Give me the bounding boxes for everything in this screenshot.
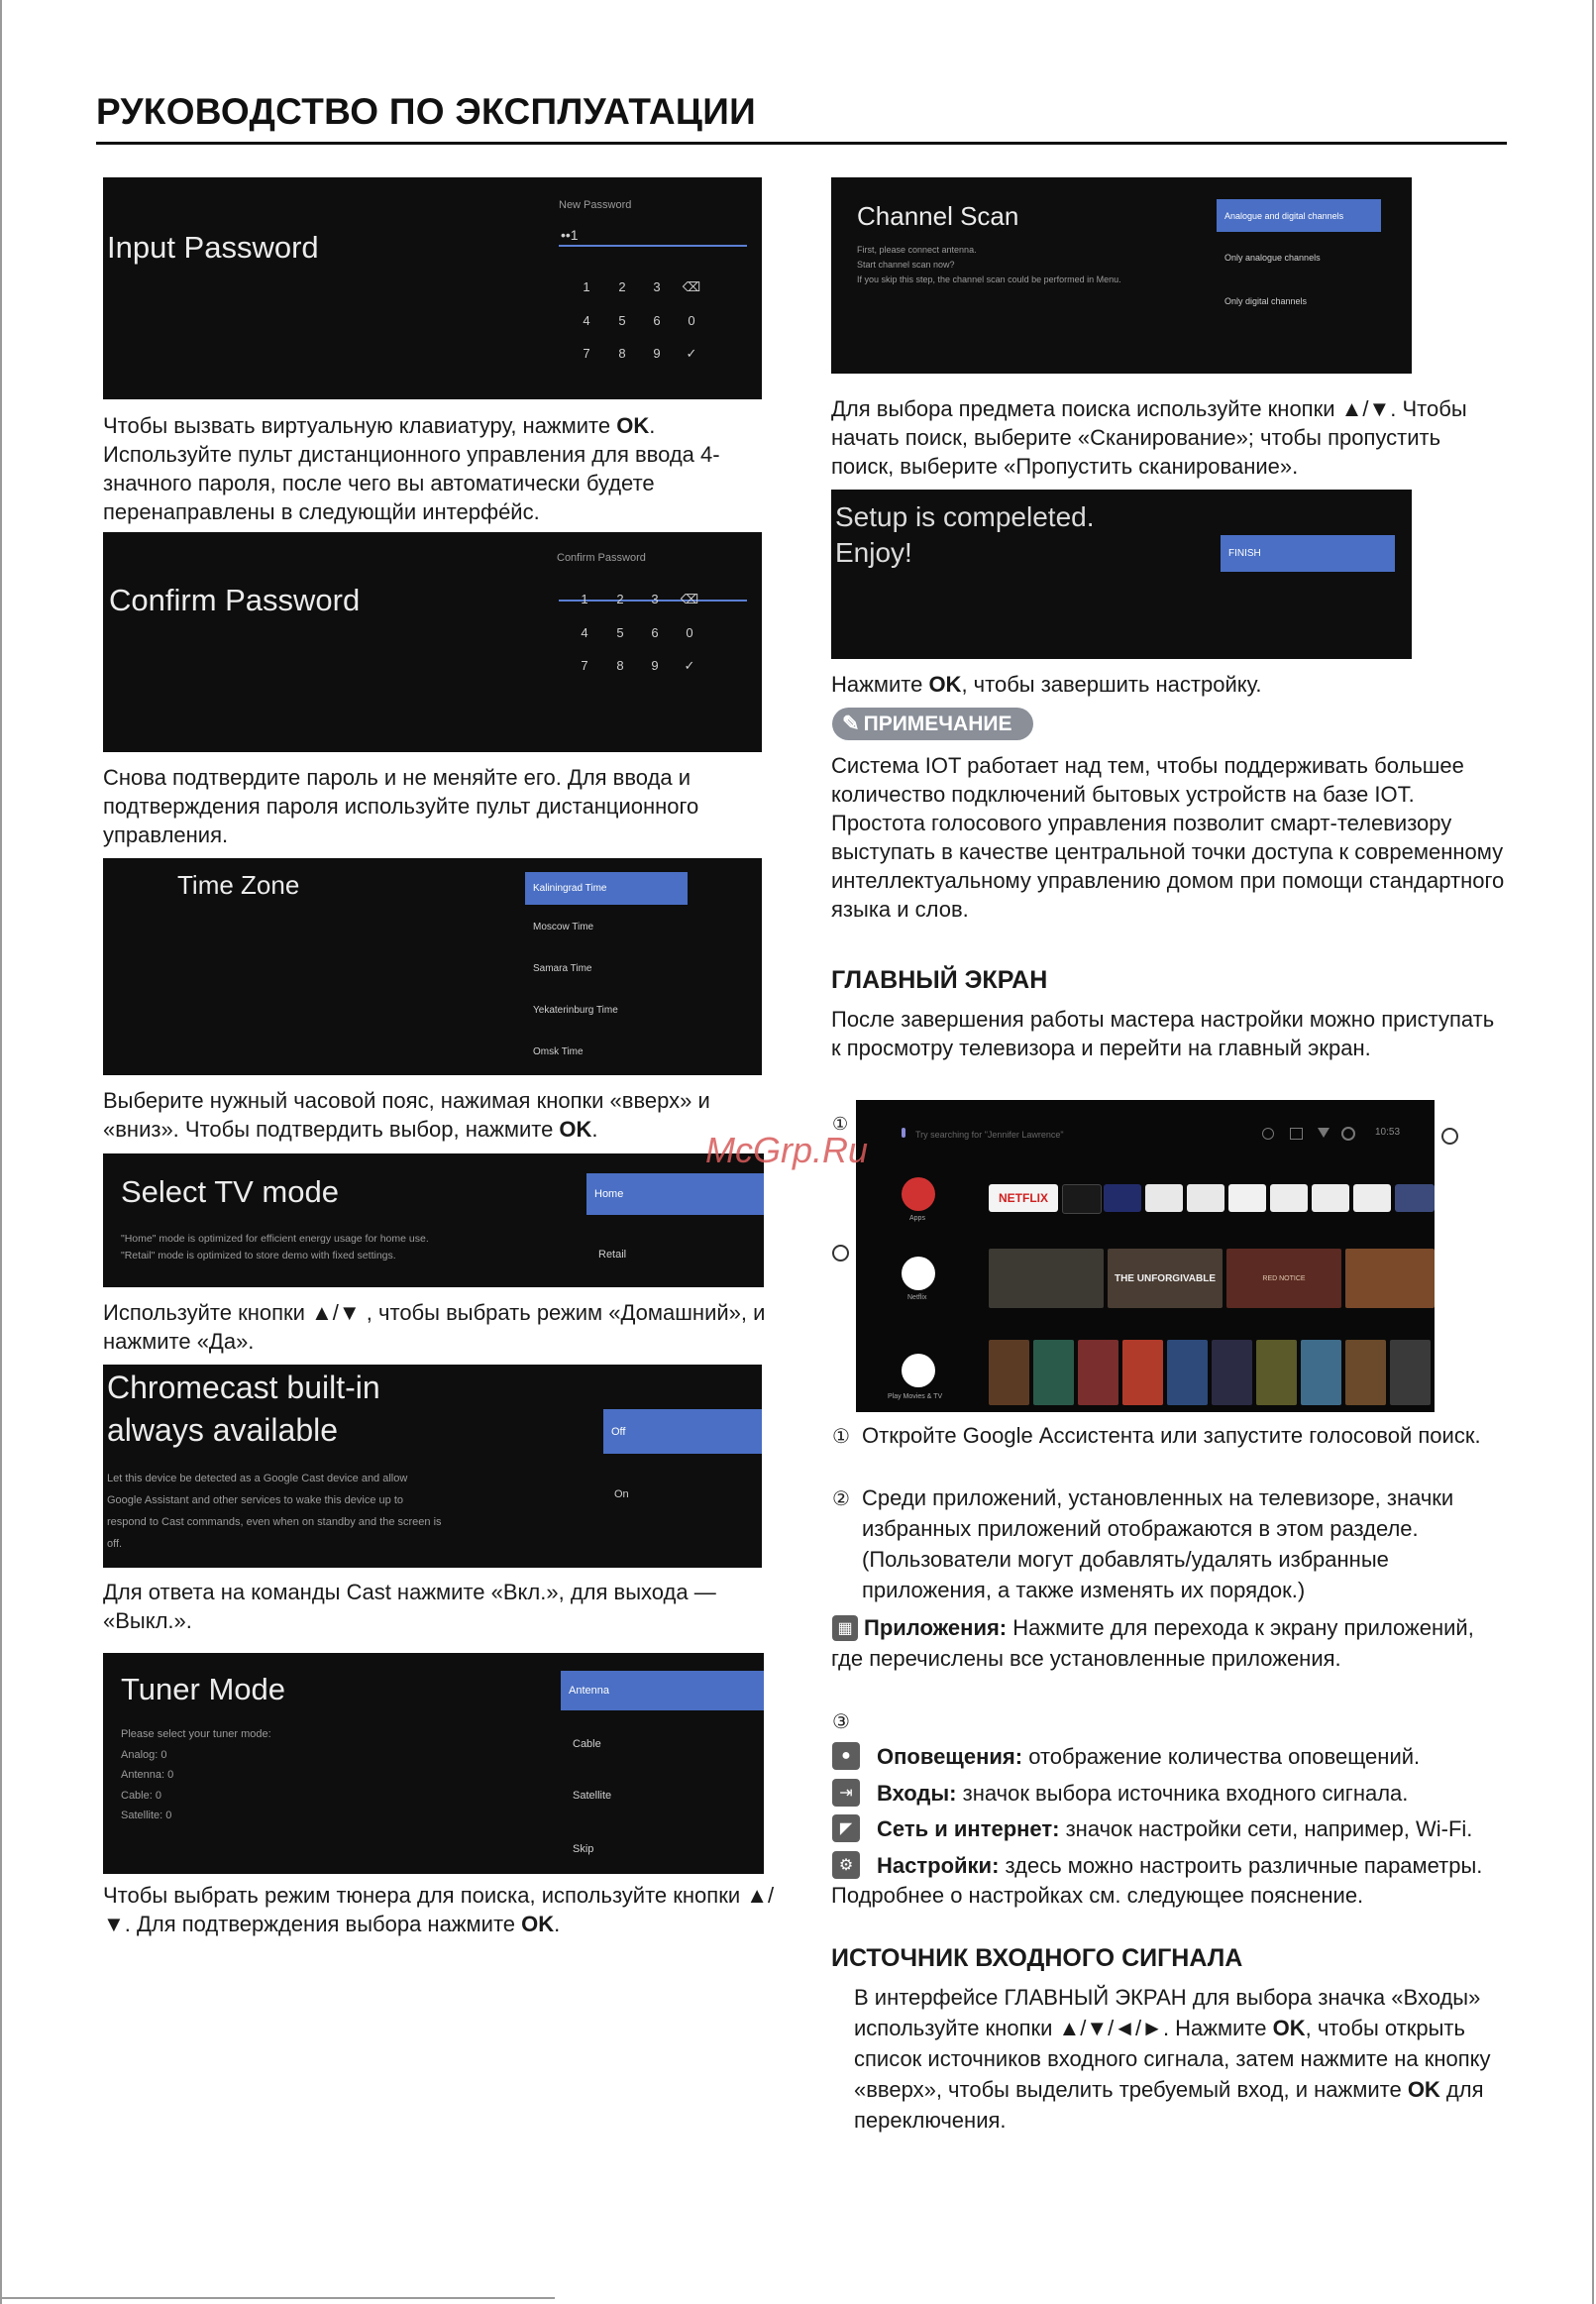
screen-title: Setup is compeleted. Enjoy! [835,501,1095,568]
option-retail[interactable]: Retail [598,1249,627,1261]
tuner-caption: Чтобы выбрать режим тюнера для поиска, используйте кнопки ▲/▼. Для подтверждения выбора нажмите OK. [103,1883,775,1936]
backspace-key[interactable]: ⌫ [680,592,699,606]
pencil-icon: ✎ [842,713,860,735]
keypad-key[interactable]: 7 [583,346,590,361]
screen-title: Channel Scan [857,201,1019,231]
app-tile[interactable] [1228,1184,1266,1212]
movie-poster[interactable] [1078,1340,1118,1405]
keypad-key[interactable]: 4 [581,625,588,640]
home-screen-screenshot [856,1100,1435,1412]
input-source-text: В интерфейсе ГЛАВНЫЙ ЭКРАН для выбора значка «Входы» используйте кнопки ▲/▼/◄/►. Нажмите OK, чтобы открыть список источников входного сигнала, затем нажмите на кнопку «вверх», чтобы выделить требуемый вход, и нажмите OK для переключения. [854,1985,1491,2133]
setup-complete-screenshot [831,490,1412,659]
screen-title: Chromecast built-in always available [107,1370,380,1448]
option-moscow[interactable]: Moscow Time [533,922,594,933]
list-number: ③ [832,1711,850,1733]
movie-poster[interactable] [1033,1340,1074,1405]
play-movies-label: Play Movies & TV [888,1393,943,1400]
netflix-label: Netflix [907,1294,927,1301]
icon-description: Сеть и интернет: значок настройки сети, например, Wi-Fi. [877,1816,1473,1841]
chromecast-screenshot [103,1365,762,1568]
home-screen-intro: После завершения работы мастера настройки можно приступать к просмотру телевизора и перейти на главный экран. [831,1007,1495,1060]
time-zone-caption: Выберите нужный часовой пояс, нажимая кнопки «вверх» и «вниз». Чтобы подтвердить выбор, нажмите OK. [103,1088,710,1142]
input-password-screenshot [103,177,762,399]
screen-description: "Home" mode is optimized for efficient energy usage for home use. "Retail" mode is optimized to store demo with fixed settings. [121,1233,429,1262]
time-zone-screenshot [103,858,762,1075]
app-tile[interactable] [1270,1184,1308,1212]
title-divider [96,142,1507,145]
keypad-key[interactable]: 1 [583,279,590,294]
apps-label: Apps [909,1215,925,1222]
tuner-mode-screenshot [103,1653,764,1874]
setup-caption: Нажмите OK, чтобы завершить настройку. [831,672,1262,697]
settings-icon: ⚙ [832,1851,860,1879]
movie-poster[interactable] [1212,1340,1252,1405]
option-satellite[interactable]: Satellite [573,1790,612,1802]
page-title: РУКОВОДСТВО ПО ЭКСПЛУАТАЦИИ [96,91,757,132]
option-samara[interactable]: Samara Time [533,963,592,974]
option-home-selected[interactable]: Home [586,1173,764,1215]
keypad-key[interactable]: 8 [618,346,626,361]
page-edge [0,0,2,2304]
notifications-icon: ● [832,1742,860,1770]
content-poster[interactable]: RED NOTICE [1226,1249,1341,1308]
option-analogue-only[interactable]: Only analogue channels [1224,253,1321,263]
password-value: ••1 [561,227,579,243]
movie-poster[interactable] [1390,1340,1431,1405]
screen-title: Time Zone [177,870,300,900]
keypad-key[interactable]: 5 [618,313,626,328]
option-off-selected[interactable]: Off [603,1409,762,1454]
marker-circle [832,1245,849,1262]
keypad-key[interactable]: 0 [686,625,693,640]
icon-description: Входы: значок выбора источника входного сигнала. [877,1781,1409,1806]
marker-1: ① [832,1114,849,1134]
option-kaliningrad-selected[interactable]: Kaliningrad Time [525,872,688,905]
mic-icon [902,1128,905,1138]
tv-mode-caption: Используйте кнопки ▲/▼ , чтобы выбрать режим «Домашний», и нажмите «Да». [103,1300,766,1354]
clock: 10:53 [1375,1127,1401,1138]
page-edge [0,2297,555,2299]
tv-mode-screenshot [103,1153,764,1287]
keypad-key[interactable]: 8 [616,658,624,673]
keypad-key[interactable]: 2 [616,592,624,606]
app-tile[interactable] [1145,1184,1183,1212]
gear-icon [1341,1127,1355,1141]
option-skip[interactable]: Skip [573,1843,594,1855]
screen-description: Let this device be detected as a Google Cast device and allow Google Assistant and other services to wake this device up to respond to Cast commands, even when on standby and the screen is off. [107,1473,442,1550]
app-tile[interactable] [1104,1184,1141,1212]
app-tile[interactable] [1187,1184,1224,1212]
keypad-key[interactable]: 9 [653,346,661,361]
settings-more: Подробнее о настройках см. следующее пояснение. [831,1883,1364,1908]
confirm-password-screenshot [103,532,762,752]
option-on[interactable]: On [614,1488,629,1500]
note-badge: ✎ ПРИМЕЧАНИЕ [832,708,1033,740]
screen-title: Confirm Password [109,583,361,617]
movie-poster[interactable] [1167,1340,1208,1405]
inputs-icon [1290,1128,1303,1140]
network-icon: ◤ [832,1814,860,1842]
page-edge [1592,0,1594,2304]
keypad-key[interactable]: 1 [581,592,588,606]
apps-icon[interactable] [902,1177,935,1211]
list-item: Откройте Google Ассистента или запустите голосовой поиск. [862,1423,1481,1448]
list-number: ② [832,1488,850,1510]
watermark: McGrp.Ru [705,1130,869,1170]
marker-circle [1441,1128,1458,1145]
movie-poster[interactable] [989,1340,1029,1405]
keypad-key[interactable]: 2 [618,279,626,294]
apps-grid-icon: ▦ [832,1615,858,1641]
app-tile[interactable] [1312,1184,1349,1212]
inputs-icon: ⇥ [832,1779,860,1807]
home-screen-heading: ГЛАВНЫЙ ЭКРАН [831,966,1048,994]
content-poster[interactable]: THE UNFORGIVABLE [1108,1249,1223,1308]
keypad-key[interactable]: 0 [688,313,695,328]
content-poster[interactable] [989,1249,1104,1308]
list-item: Среди приложений, установленных на телевизоре, значки избранных приложений отображаются в этом разделе. (Пользователи могут добавлять/удалять избранные приложения, а также изменять их порядок.) [862,1485,1454,1602]
backspace-key[interactable]: ⌫ [682,279,701,294]
keypad-key[interactable]: 3 [653,279,661,294]
netflix-icon[interactable] [902,1257,935,1290]
confirm-password-caption: Снова подтвердите пароль и не меняйте его. Для ввода и подтверждения пароля используйте пульт дистанционного управления. [103,765,699,847]
icon-description: Настройки: здесь можно настроить различные параметры. [877,1853,1483,1878]
icon-description: Оповещения: отображение количества оповещений. [877,1744,1421,1769]
movie-poster[interactable] [1256,1340,1297,1405]
app-tile[interactable] [1062,1184,1102,1214]
netflix-tile[interactable]: NETFLIX [989,1184,1058,1212]
confirm-key[interactable]: ✓ [684,658,695,673]
option-digital-only[interactable]: Only digital channels [1224,296,1308,306]
screen-description: Please select your tuner mode: Analog: 0 Antenna: 0 Cable: 0 Satellite: 0 [121,1728,271,1821]
field-label: New Password [559,199,632,211]
channel-scan-screenshot [831,177,1412,374]
option-antenna-selected[interactable]: Antenna [561,1671,764,1710]
movie-poster[interactable] [1122,1340,1163,1405]
input-password-caption: Чтобы вызвать виртуальную клавиатуру, нажмите OK. Используйте пульт дистанционного управления для ввода 4-значного пароля, после чего вы автоматически будете перенаправлены в следующйи интерфе́йс. [103,413,720,524]
screen-title: Select TV mode [121,1174,339,1209]
channel-scan-caption: Для выбора предмета поиска используйте кнопки ▲/▼. Чтобы начать поиск, выберите «Сканирование»; чтобы пропустить поиск, выберите «Пропустить сканирование». [831,396,1467,479]
option-omsk[interactable]: Omsk Time [533,1046,584,1057]
movie-poster[interactable] [1301,1340,1341,1405]
play-movies-icon[interactable] [902,1354,935,1387]
chromecast-caption: Для ответа на команды Cast нажмите «Вкл.», для выхода — «Выкл.». [103,1580,716,1633]
keypad-key[interactable]: 7 [581,658,588,673]
movie-poster[interactable] [1345,1340,1386,1405]
app-tile[interactable] [1353,1184,1391,1212]
keypad-key[interactable]: 6 [653,313,661,328]
keypad-key[interactable]: 3 [651,592,659,606]
input-source-heading: ИСТОЧНИК ВХОДНОГО СИГНАЛА [831,1944,1243,1972]
app-tile[interactable] [1395,1184,1435,1212]
confirm-key[interactable]: ✓ [686,346,697,361]
option-cable[interactable]: Cable [573,1738,601,1750]
finish-button[interactable]: FINISH [1221,535,1395,572]
content-poster[interactable] [1345,1249,1435,1308]
option-analogue-digital-selected[interactable]: Analogue and digital channels [1217,199,1381,232]
field-label: Confirm Password [557,552,646,564]
keypad-key[interactable]: 6 [651,625,659,640]
screen-title: Tuner Mode [121,1672,285,1706]
option-yekaterinburg[interactable]: Yekaterinburg Time [533,1005,618,1016]
note-text: Система IOT работает над тем, чтобы поддерживать большее количество подключений бытовых устройств на базе IOT. Простота голосового управления позволит смарт-телевизору выступать в качестве центральной точки доступа к современному интеллектуальному управлению домом при помощи стандартного языка и слов. [831,753,1505,922]
list-number: ① [832,1426,850,1448]
search-hint: Try searching for "Jennifer Lawrence" [915,1130,1064,1140]
keypad-key[interactable]: 4 [583,313,590,328]
screen-description: First, please connect antenna. Start channel scan now? If you skip this step, the channel scan could be performed in Menu. [857,245,1121,284]
keypad-key[interactable]: 9 [651,658,659,673]
field-underline [559,245,747,247]
notifications-icon [1262,1128,1274,1140]
wifi-icon [1318,1128,1330,1138]
keypad-key[interactable]: 5 [616,625,624,640]
screen-title: Input Password [107,230,319,265]
apps-description: Приложения: Нажмите для перехода к экрану приложений, где перечислены все установленные приложения. [831,1615,1474,1671]
